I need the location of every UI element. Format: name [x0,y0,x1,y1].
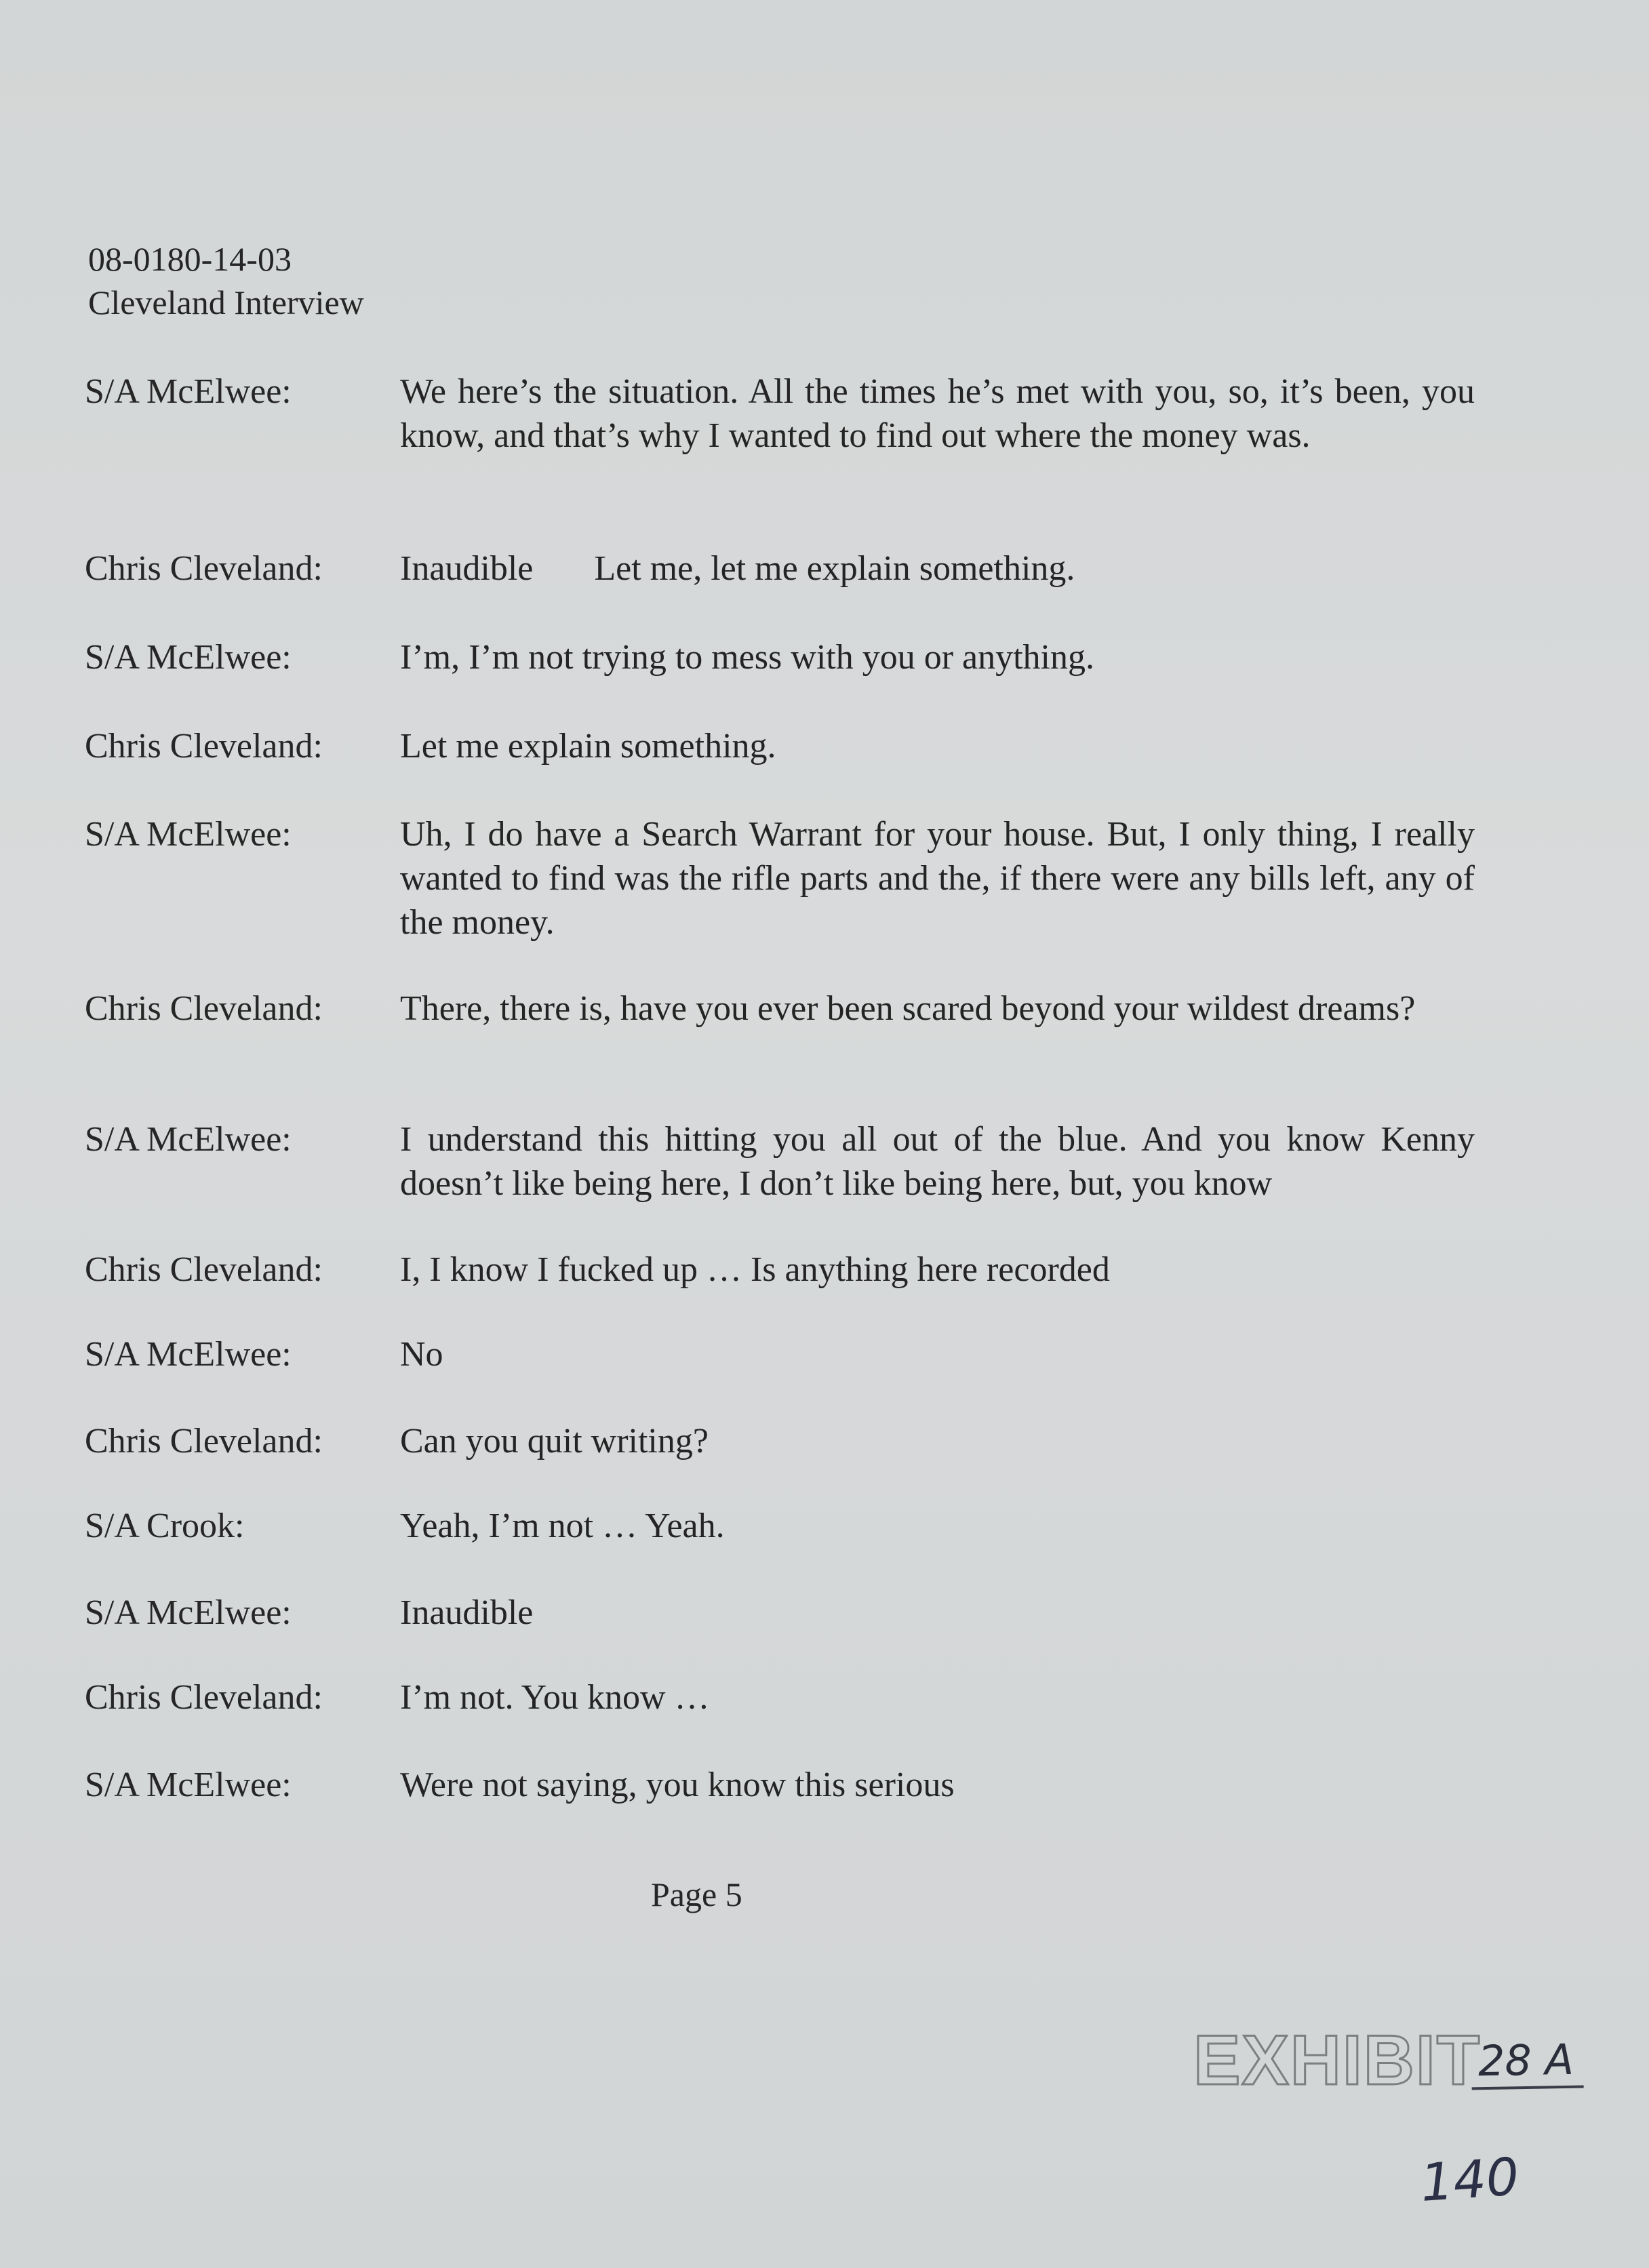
page-number: Page 5 [651,1875,742,1913]
dialogue-text: Uh, I do have a Search Warrant for your house. But, I only thing, I really wanted to find was the rifle parts and the, if there were any bills left, any of the money. [400,815,1475,942]
transcript-entry [85,1419,1482,1463]
speaker-label: Chris Cleveland: [85,1422,323,1460]
speaker-label: S/A McElwee: [85,1593,292,1632]
transcript-entry [85,812,1482,944]
speaker-label: Chris Cleveland: [85,727,323,765]
dialogue-text: We here’s the situation. All the times he’s met with you, so, it’s been, you know, and that’s why I wanted to find out where the money was. [400,372,1475,455]
speaker-label: Chris Cleveland: [85,549,323,588]
dialogue-text: No [400,1335,443,1374]
transcript-entry [85,1117,1482,1206]
speaker-label: S/A McElwee: [85,815,292,854]
transcript-entry [85,1763,1482,1807]
dialogue-text: Were not saying, you know this serious [400,1766,955,1804]
speaker-label: Chris Cleveland: [85,989,323,1028]
handwritten-page-number: 140 [1418,2146,1521,2213]
dialogue-text [400,546,1482,591]
dialogue-text: Yeah, I’m not … Yeah. [400,1507,725,1545]
dialogue-text: I, I know I fucked up … Is anything here recorded [400,1250,1110,1289]
speaker-label: Chris Cleveland: [85,1678,323,1717]
speaker-label: S/A Crook: [85,1507,245,1545]
transcript-entry [85,1248,1482,1292]
inaudible-note: Inaudible [400,549,534,588]
dialogue-continuation: Let me, let me explain something. [594,549,1075,588]
speaker-label: S/A McElwee: [85,372,292,411]
case-number: 08-0180-14-03 [88,240,292,278]
transcript-entry [85,370,1482,458]
document-header [88,237,364,324]
dialogue-text: I’m, I’m not trying to mess with you or anything. [400,638,1095,677]
document-title: Cleveland Interview [88,283,364,321]
transcript-entry [85,1675,1482,1719]
exhibit-number: 28 A [1471,2035,1583,2090]
transcript-entry [85,1332,1482,1376]
transcript-entry [85,635,1482,679]
transcript-entry [85,1504,1482,1548]
transcript-entry [85,546,1482,591]
dialogue-text: Let me explain something. [400,727,776,765]
speaker-label: S/A McElwee: [85,638,292,677]
exhibit-stamp: EXHIBIT [1193,2021,1482,2100]
dialogue-text: Can you quit writing? [400,1422,709,1460]
dialogue-text: I understand this hitting you all out of the blue. And you know Kenny doesn’t like being here, I don’t like being here, but, you know [400,1120,1475,1203]
transcript-entry [85,987,1482,1031]
transcript-entry [85,724,1482,768]
speaker-label: Chris Cleveland: [85,1250,323,1289]
dialogue-text: There, there is, have you ever been scared beyond your wildest dreams? [400,989,1416,1028]
speaker-label: S/A McElwee: [85,1766,292,1804]
dialogue-text: I’m not. You know … [400,1678,710,1717]
transcript-entry [85,1591,1482,1635]
speaker-label: S/A McElwee: [85,1120,292,1159]
dialogue-text: Inaudible [400,1593,534,1632]
speaker-label: S/A McElwee: [85,1335,292,1374]
